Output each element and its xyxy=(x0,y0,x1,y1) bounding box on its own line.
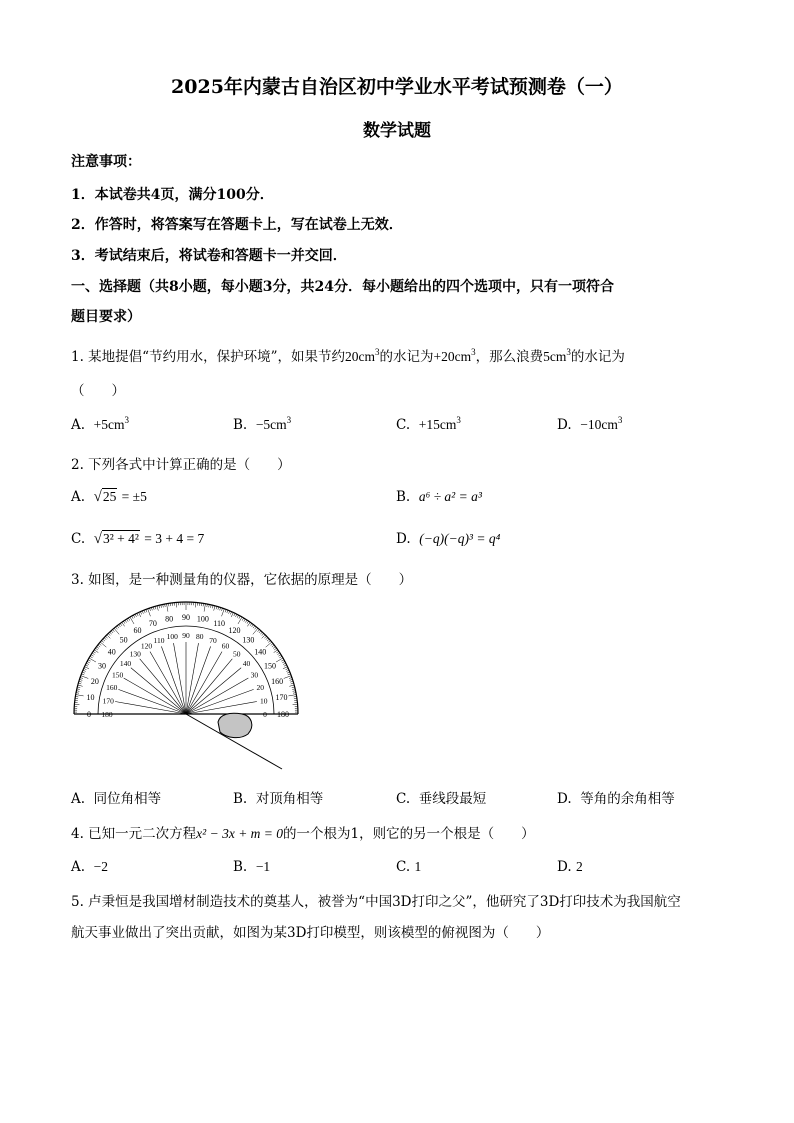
protractor-tick xyxy=(97,647,99,649)
protractor-outer-label: 10 xyxy=(86,693,95,703)
protractor-tick xyxy=(214,606,215,611)
protractor-tick xyxy=(87,661,90,662)
page-title: 2025年内蒙古自治区初中学业水平考试预测卷（一） xyxy=(171,76,623,98)
protractor-tick xyxy=(119,625,121,627)
q2-option-b: B. a⁶ ÷ a² = a³ xyxy=(396,489,482,505)
protractor-inner-label: 100 xyxy=(166,632,178,642)
q1-option-b: B. $-5cm^3$ xyxy=(233,415,292,433)
protractor-outer-label: 40 xyxy=(107,647,116,657)
q1-option-d: D. $-10cm^3$ xyxy=(557,415,623,433)
protractor-outer-label: 130 xyxy=(242,635,255,645)
protractor-outer-label: 150 xyxy=(264,661,277,671)
protractor-outer-label: 80 xyxy=(165,614,174,624)
q1-text-4: 的水记为 xyxy=(570,349,625,365)
protractor-tick xyxy=(83,670,86,671)
notice-heading: 注意事项： xyxy=(71,154,141,170)
q3-option-a: A. 同位角相等 xyxy=(71,791,162,807)
protractor-inner-label: 60 xyxy=(221,641,230,651)
protractor-tick xyxy=(284,665,287,666)
protractor-tick xyxy=(230,612,231,615)
protractor-tick xyxy=(235,614,236,617)
section-heading-line1: 一、选择题（共8小题，每小题3分，共24分．每小题给出的四个选项中，只有一项符合 xyxy=(71,279,614,295)
protractor-outer-label: 30 xyxy=(97,661,106,671)
q4-option-b: B. −1 xyxy=(233,859,271,875)
protractor-inner-label: 170 xyxy=(102,696,114,706)
protractor-tick xyxy=(142,611,143,614)
protractor-tick xyxy=(132,616,133,619)
protractor-tick xyxy=(85,665,88,666)
protractor-inner-label: 50 xyxy=(233,649,241,659)
protractor-inner-label: 20 xyxy=(256,682,264,692)
protractor-tick xyxy=(95,648,97,650)
section-heading-line2: 题目要求） xyxy=(71,309,141,325)
q2-option-c: C. √3² + 4² = 3 + 4 = 7 xyxy=(71,531,205,547)
protractor-tick xyxy=(255,627,257,629)
q2-option-d: D. (−q)(−q)³ = q⁴ xyxy=(396,531,501,547)
protractor-tick xyxy=(234,613,235,616)
protractor-outer-label: 110 xyxy=(213,618,226,628)
question-5-line2: 航天事业做出了突出贡献，如图为某3D打印模型，则该模型的俯视图为（ ） xyxy=(71,925,550,941)
protractor-tick xyxy=(250,623,252,625)
question-1-blank: （ ） xyxy=(71,383,125,399)
protractor-tick xyxy=(283,663,286,664)
protractor-tick xyxy=(92,653,95,655)
protractor-outer-label: 180 xyxy=(277,710,289,719)
protractor-tick xyxy=(127,619,129,622)
question-5-line1: 5. 卢秉恒是我国增材制造技术的奠基人，被誉为“中国3D打印之父”，他研究了3D打印技术为我国航空 xyxy=(71,894,681,910)
protractor-tick xyxy=(137,613,138,616)
protractor-outer-label: 170 xyxy=(275,693,288,703)
protractor-outer-label: 50 xyxy=(119,635,128,645)
protractor-tick xyxy=(281,660,284,661)
notice-item-1: 1．本试卷共4页，满分100分． xyxy=(71,187,274,203)
q1-text-1: 1. 某地提倡“节约用水，保护环境”，如果节约 xyxy=(71,349,345,365)
protractor-tick xyxy=(114,628,119,634)
protractor-tick xyxy=(266,638,268,640)
protractor-tick xyxy=(104,638,106,640)
q4-option-d: D. 2 xyxy=(557,859,583,875)
protractor-tick xyxy=(267,639,269,641)
q1-value-1: $20cm^3$ xyxy=(344,347,380,364)
protractor-inner-label: 130 xyxy=(129,649,141,659)
protractor-tick xyxy=(258,629,260,631)
protractor-tick xyxy=(260,632,262,634)
protractor-tick xyxy=(99,644,101,646)
protractor-outer-label: 140 xyxy=(254,647,267,657)
protractor-tick xyxy=(84,667,89,669)
protractor-tick xyxy=(93,651,95,653)
protractor-inner-label: 40 xyxy=(242,659,251,669)
protractor-tick xyxy=(283,667,288,669)
protractor-tick xyxy=(76,695,84,696)
question-4-stem: 4. 已知一元二次方程x² − 3x + m = 0的一个根为1，则它的另一个根是（ ） xyxy=(71,826,535,842)
protractor-tick xyxy=(116,627,118,629)
protractor-tick xyxy=(278,655,281,657)
protractor-tick xyxy=(105,636,107,638)
q4-option-a: A. −2 xyxy=(71,859,109,875)
protractor-tick xyxy=(110,632,112,634)
protractor-outer-label: 20 xyxy=(90,676,99,686)
protractor-tick xyxy=(157,606,158,611)
protractor-tick xyxy=(264,636,266,638)
protractor-tick xyxy=(90,656,93,658)
protractor-inner-label: 140 xyxy=(119,659,132,669)
q1-option-c: C. $+15cm^3$ xyxy=(396,415,461,433)
protractor-outer-label: 0 xyxy=(87,710,91,719)
protractor-tick xyxy=(247,621,249,623)
protractor-tick xyxy=(242,618,244,621)
q3-option-c: C. 垂线段最短 xyxy=(396,791,487,807)
protractor-tick xyxy=(78,685,83,686)
q1-text-3: ，那么浪费 xyxy=(475,349,544,365)
protractor-tick xyxy=(252,625,254,627)
question-2-stem: 2. 下列各式中计算正确的是（ ） xyxy=(71,457,291,473)
protractor-inner-label: 110 xyxy=(153,635,165,645)
protractor-tick xyxy=(229,611,230,614)
protractor-tick xyxy=(272,645,274,647)
protractor-tick xyxy=(135,614,136,617)
protractor-tick xyxy=(276,651,278,653)
protractor-tick xyxy=(140,612,141,615)
protractor-outer-label: 90 xyxy=(182,613,190,622)
protractor-tick xyxy=(274,650,278,653)
protractor-tick xyxy=(130,617,134,624)
protractor-tick xyxy=(108,633,110,635)
protractor-tick xyxy=(268,641,270,643)
protractor-inner-label: 10 xyxy=(260,696,268,706)
protractor-tick xyxy=(167,604,168,612)
q2-option-a: A. √25 = ±5 xyxy=(71,489,147,505)
question-3-stem: 3. 如图，是一种测量角的仪器，它依据的原理是（ ） xyxy=(71,572,413,588)
q3-option-d: D. 等角的余角相等 xyxy=(557,791,675,807)
question-1-stem xyxy=(71,345,625,365)
protractor-tick xyxy=(204,604,205,612)
stone-shape xyxy=(218,713,252,737)
protractor-tick xyxy=(273,647,275,649)
protractor-tick xyxy=(276,658,283,662)
protractor xyxy=(74,602,298,719)
protractor-tick xyxy=(91,655,94,657)
protractor-tick xyxy=(245,620,247,623)
protractor-tick xyxy=(279,656,282,658)
protractor-tick xyxy=(253,628,258,634)
protractor-tick xyxy=(286,668,289,669)
protractor-tick xyxy=(122,622,125,626)
notice-item-3: 3．考试结束后，将试卷和答题卡一并交回． xyxy=(71,248,347,264)
protractor-tick xyxy=(139,612,141,617)
protractor-tick xyxy=(125,620,127,623)
protractor-tick xyxy=(128,618,130,621)
q3-option-b: B. 对顶角相等 xyxy=(233,791,324,807)
protractor-tick xyxy=(89,658,96,662)
protractor-tick xyxy=(88,660,91,661)
protractor-inner-label: 150 xyxy=(111,670,124,680)
protractor-tick xyxy=(237,615,238,618)
protractor-tick xyxy=(282,661,285,662)
protractor-outer-label: 60 xyxy=(133,625,142,635)
protractor-inner-label: 70 xyxy=(209,635,217,645)
q1-value-3: $5cm^3$ xyxy=(543,347,571,364)
protractor-tick xyxy=(86,663,89,664)
protractor-inner-label: 30 xyxy=(250,670,259,680)
protractor-tick xyxy=(94,650,98,653)
protractor-tick xyxy=(103,639,105,641)
protractor-inner-label: 90 xyxy=(182,631,190,640)
protractor-tick xyxy=(247,622,250,626)
protractor-tick xyxy=(117,626,119,628)
protractor-tick xyxy=(120,623,122,625)
protractor-outer-label: 70 xyxy=(148,618,157,628)
protractor-tick xyxy=(244,619,246,622)
protractor-inner-label: 0 xyxy=(263,710,267,719)
protractor-inner-label: 160 xyxy=(106,682,118,692)
protractor-tick xyxy=(271,644,273,646)
q1-option-a: A. $+5cm^3$ xyxy=(71,415,129,433)
protractor-tick xyxy=(133,615,134,618)
protractor-tick xyxy=(84,668,87,669)
protractor-tick xyxy=(289,685,294,686)
protractor-tick xyxy=(100,642,106,647)
protractor-tick xyxy=(274,648,276,650)
protractor-tick xyxy=(239,616,240,619)
notice-item-2: 2．作答时，将答案写在答题卡上，写在试卷上无效． xyxy=(71,217,403,233)
protractor-tick xyxy=(231,612,233,617)
protractor-tick xyxy=(288,695,296,696)
q4-equation: x² − 3x + m = 0 xyxy=(196,826,284,841)
protractor-tick xyxy=(253,626,255,628)
protractor-inner-label: 120 xyxy=(140,641,153,651)
protractor-tick xyxy=(113,629,115,631)
protractor-outer-label: 120 xyxy=(228,625,241,635)
protractor-tick xyxy=(262,633,264,635)
page-subtitle: 数学试题 xyxy=(363,121,431,141)
protractor-tick xyxy=(101,641,103,643)
q4-option-c: C. 1 xyxy=(396,859,422,875)
protractor-outer-label: 100 xyxy=(196,614,209,624)
protractor-inner-label: 180 xyxy=(101,710,113,719)
protractor-tick xyxy=(98,645,100,647)
protractor-tick xyxy=(277,653,280,655)
protractor-tick xyxy=(238,617,242,624)
protractor-tick xyxy=(286,670,289,671)
q1-value-2: $+20cm^3$ xyxy=(433,347,476,364)
protractor-tick xyxy=(111,631,113,633)
protractor-figure xyxy=(70,598,310,774)
protractor-outer-label: 160 xyxy=(271,676,284,686)
protractor-tick xyxy=(266,642,272,647)
protractor-tick xyxy=(259,631,261,633)
q1-text-2: 的水记为 xyxy=(379,349,434,365)
protractor-tick xyxy=(123,621,125,623)
protractor-inner-label: 80 xyxy=(195,632,204,642)
